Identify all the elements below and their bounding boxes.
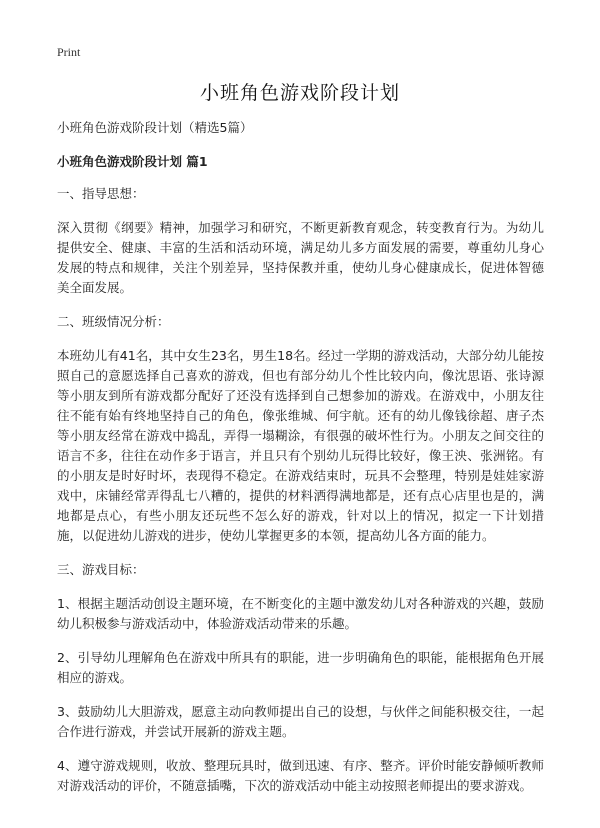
class-analysis-paragraph: 本班幼儿有41名，其中女生23名，男生18名。经过一学期的游戏活动，大部分幼儿能按照自己的意愿选择自己喜欢的游戏，但也有部分幼儿个性比较内向，像沈思语、张诗源等小朋友到所有游戏都分配好了还没有选择到自己想参加的游戏。在游戏中，小朋友往往不能有始有终地坚持自己的角色，像张维城、何宇航。还有的幼儿像钱徐超、唐子杰等小朋友经常在游戏中捣乱，弄得一塌糊涂，有很强的破坏性行为。小朋友之间交往的语言不多，往往在动作多于语言，并且只有个别幼儿玩得比较好，像王泱、张洲铭。有的小朋友是时好时坏，表现得不稳定。在游戏结束时，玩具不会整理，特别是娃娃家游戏中，床铺经常弄得乱七八糟的，提供的材料洒得满地都是，还有点心店里也是的，满地都是点心，有些小朋友还玩些不怎么好的游戏，针对以上的情况，拟定一下计划措施，以促进幼儿游戏的进步，使幼儿掌握更多的本领，提高幼儿各方面的能力。 (57, 348, 544, 543)
goals-label: 三、游戏目标： (57, 562, 145, 577)
print-link[interactable]: Print (57, 45, 81, 59)
goal-item-3: 3、鼓励幼儿大胆游戏，愿意主动向教师提出自己的设想，与伙伴之间能积极交往，一起合作进行游戏，并尝试开展新的游戏主题。 (57, 704, 544, 739)
document-body (57, 118, 544, 810)
goal-item-4: 4、遵守游戏规则，收放、整理玩具时，做到迅速、有序、整齐。评价时能安静倾听教师对游戏活动的评价，不随意插嘴，下次的游戏活动中能主动按照老师提出的要求游戏。 (57, 758, 544, 793)
guiding-paragraph: 深入贯彻《纲要》精神，加强学习和研究，不断更新教育观念，转变教育行为。为幼儿提供安全、健康、丰富的生活和活动环境，满足幼儿多方面发展的需要，尊重幼儿身心发展的特点和规律，关注个别差异，坚持保教并重，使幼儿身心健康成长，促进体智德美全面发展。 (57, 220, 544, 295)
goal-item-1: 1、根据主题活动创设主题环境，在不断变化的主题中激发幼儿对各种游戏的兴趣，鼓励幼儿积极参与游戏活动中，体验游戏活动带来的乐趣。 (57, 596, 544, 631)
document-title: 小班角色游戏阶段计划 (199, 82, 400, 104)
section-heading: 小班角色游戏阶段计划 篇1 (57, 154, 208, 169)
goal-item-2: 2、引导幼儿理解角色在游戏中所具有的职能，进一步明确角色的职能，能根据角色开展相应的游戏。 (57, 650, 544, 685)
document-subtitle: 小班角色游戏阶段计划（精选5篇） (57, 120, 253, 135)
guiding-label: 一、指导思想： (57, 186, 145, 201)
class-analysis-label: 二、班级情况分析： (57, 314, 170, 329)
